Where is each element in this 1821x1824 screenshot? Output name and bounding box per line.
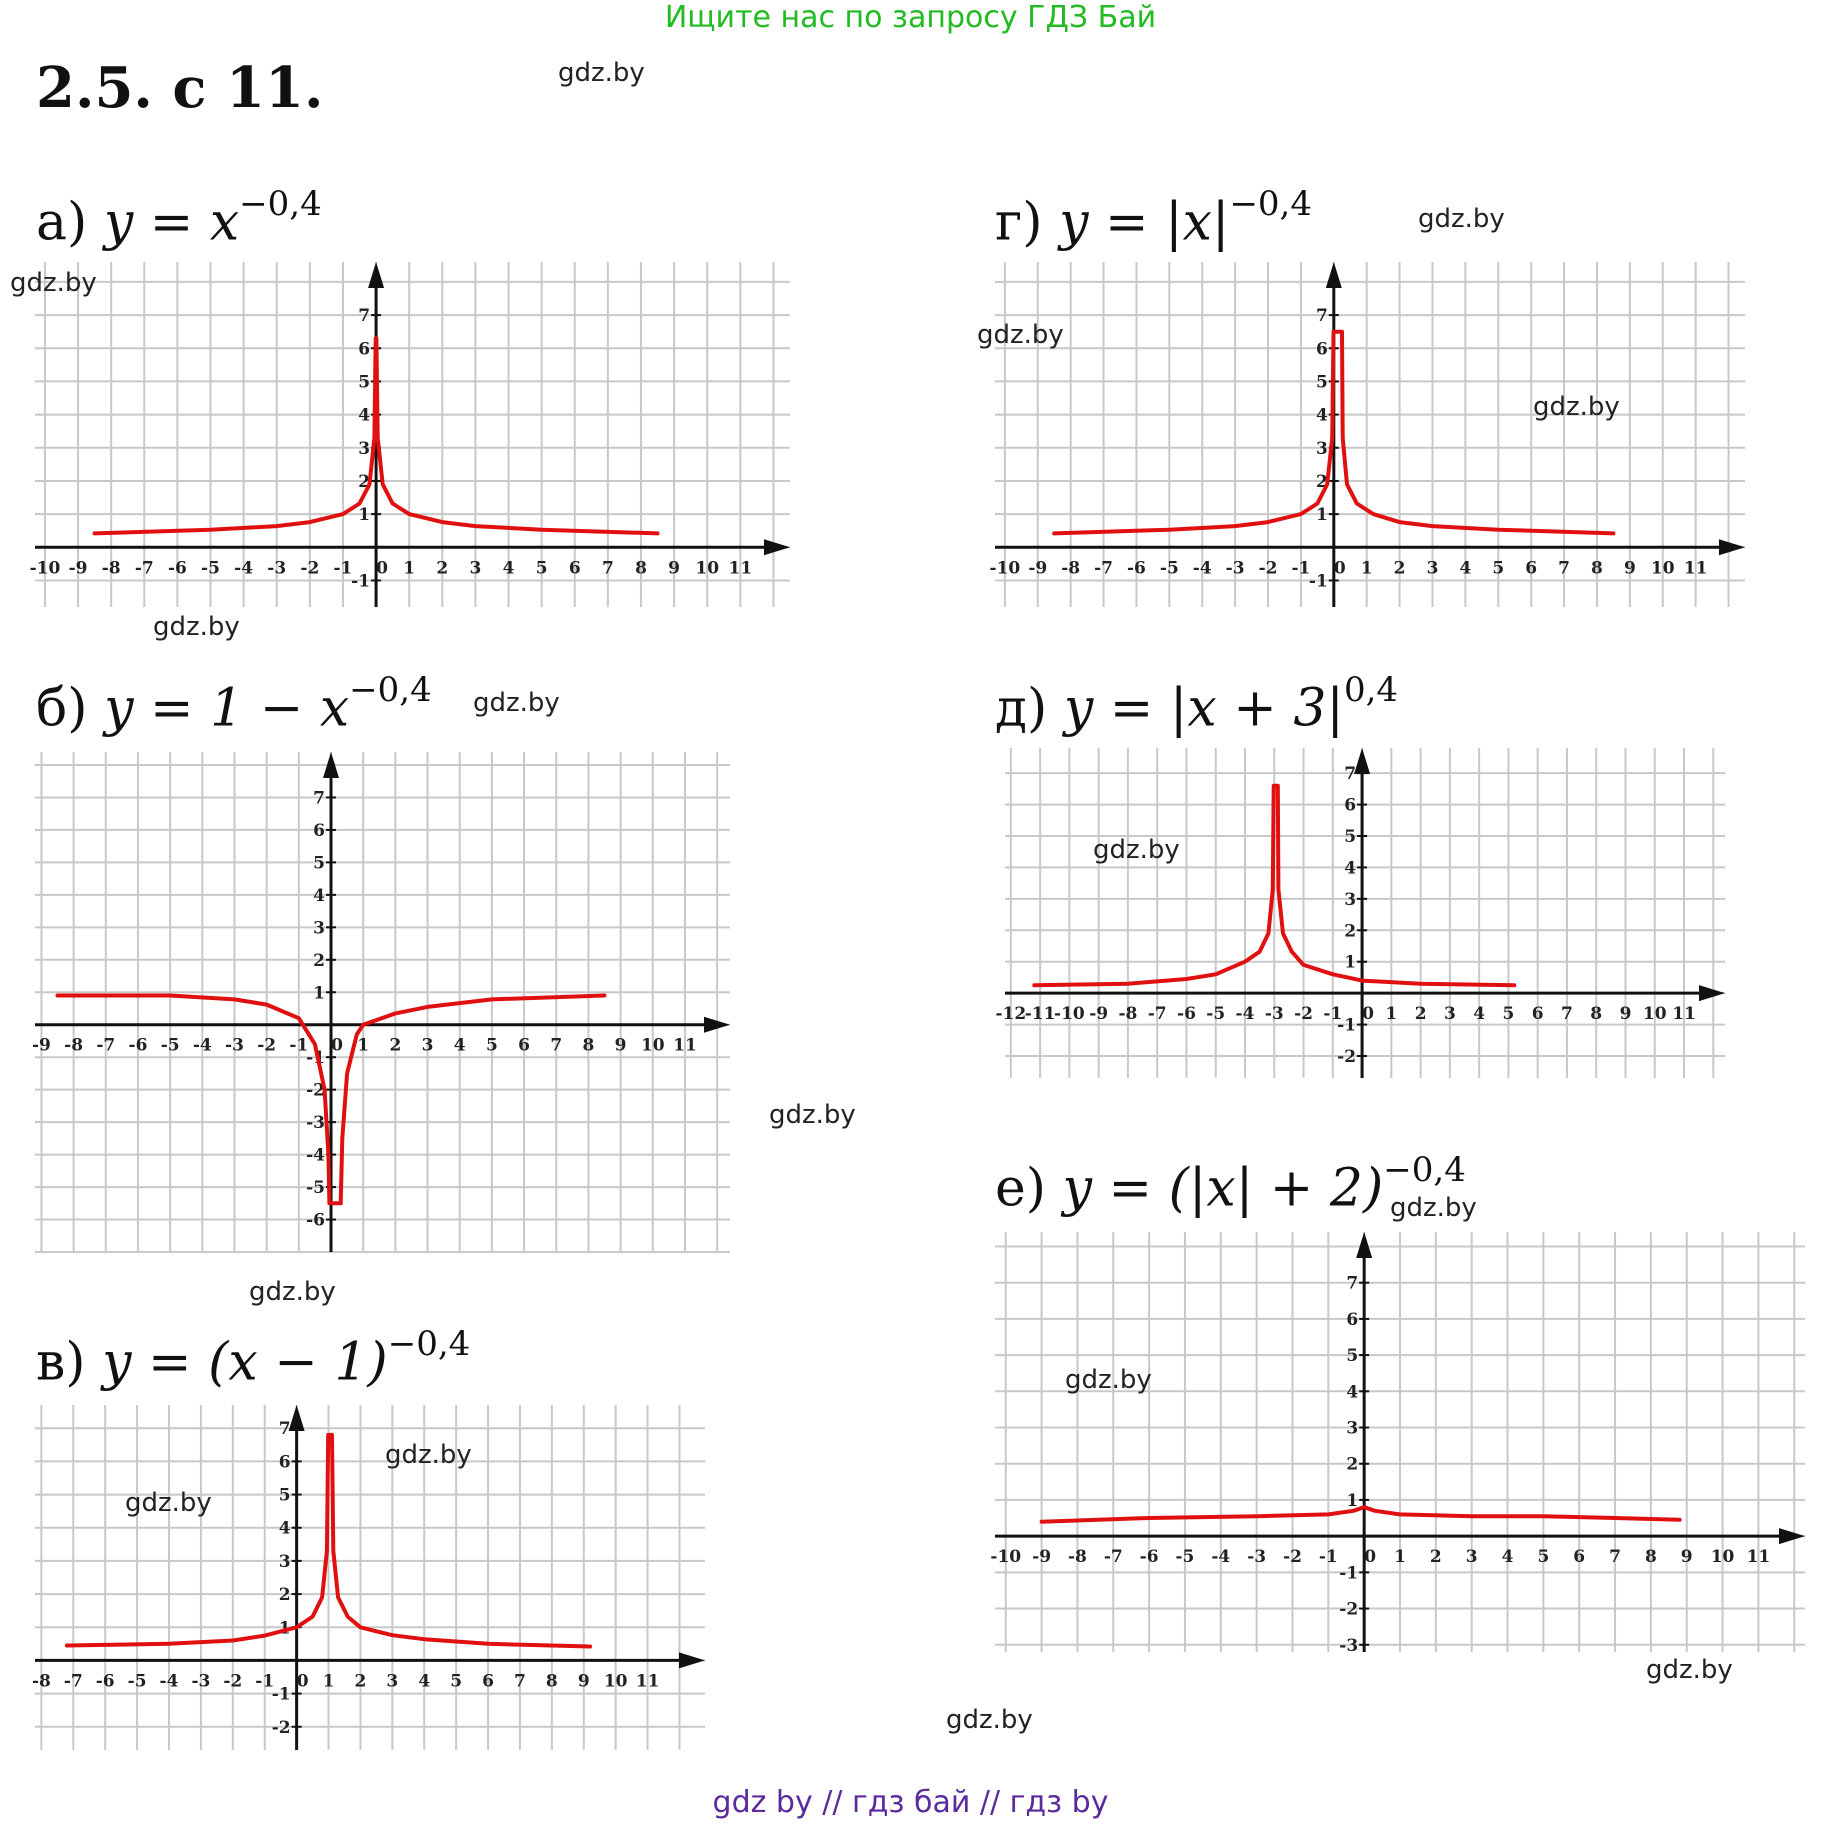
- watermark: gdz.by: [1533, 392, 1620, 422]
- x-tick-label: -1: [289, 1035, 309, 1056]
- watermark: gdz.by: [1418, 204, 1505, 234]
- y-tick-label: -3: [1339, 1635, 1359, 1656]
- x-tick-label: 4: [1501, 1547, 1514, 1568]
- x-tick-label: -9: [31, 1035, 51, 1056]
- y-tick-label: 6: [278, 1452, 291, 1473]
- watermark: gdz.by: [249, 1277, 336, 1307]
- x-tick-label: -6: [95, 1671, 115, 1692]
- y-tick-label: 7: [1315, 306, 1328, 327]
- x-tick-label: -2: [300, 558, 320, 579]
- y-tick-label: 6: [1346, 1309, 1359, 1330]
- x-tick-label: 11: [635, 1671, 660, 1692]
- watermark: gdz.by: [10, 268, 97, 298]
- x-tick-label: 2: [354, 1671, 367, 1692]
- x-tick-label: 8: [582, 1035, 595, 1056]
- x-tick-label: 8: [545, 1671, 558, 1692]
- watermark: gdz.by: [1390, 1193, 1477, 1223]
- x-tick-label: -4: [234, 558, 254, 579]
- y-tick-label: -5: [306, 1178, 326, 1199]
- x-tick-label: 8: [1591, 558, 1603, 579]
- x-tick-label: -3: [1225, 558, 1245, 579]
- x-tick-label: -8: [31, 1671, 51, 1692]
- y-tick-label: 6: [358, 339, 371, 360]
- x-tick-label: -9: [68, 558, 88, 579]
- y-tick-label: 4: [1346, 1382, 1359, 1403]
- x-tick-label: -2: [1294, 1004, 1313, 1025]
- chart-e: [995, 748, 1725, 1078]
- y-tick-label: 2: [1346, 1454, 1359, 1475]
- x-tick-label: -9: [1089, 1004, 1109, 1025]
- x-tick-label: 6: [518, 1035, 530, 1056]
- y-tick-label: 2: [1315, 471, 1328, 492]
- y-tick-label: 3: [313, 918, 326, 939]
- x-tick-label: 5: [450, 1671, 463, 1692]
- y-tick-label: 3: [1344, 889, 1357, 910]
- x-tick-label: 0: [376, 558, 388, 579]
- x-tick-label: 10: [640, 1035, 665, 1056]
- x-tick-label: 5: [1537, 1547, 1550, 1568]
- x-axis-arrow: [1699, 985, 1725, 1001]
- x-tick-label: 5: [1492, 558, 1505, 579]
- chart-a: [29, 262, 790, 607]
- y-tick-label: 5: [313, 853, 326, 874]
- y-tick-label: 2: [358, 471, 371, 492]
- y-tick-label: -1: [271, 1684, 291, 1705]
- title-c: [36, 1324, 471, 1393]
- x-tick-label: -6: [167, 558, 187, 579]
- x-tick-label: -4: [1235, 1004, 1255, 1025]
- function-curve: [1042, 1507, 1680, 1522]
- y-tick-label: -4: [306, 1145, 326, 1166]
- x-tick-label: 10: [1710, 1547, 1735, 1568]
- y-tick-label: 3: [278, 1551, 291, 1572]
- y-tick-label: -3: [306, 1113, 326, 1134]
- title-e: [995, 670, 1399, 739]
- chart-d: [989, 262, 1745, 607]
- y-tick-label: 6: [313, 820, 326, 841]
- x-tick-label: 6: [568, 558, 581, 579]
- y-tick-label: 7: [278, 1419, 291, 1440]
- y-tick-label: -2: [1337, 1047, 1357, 1067]
- y-tick-label: 3: [1346, 1418, 1359, 1439]
- x-tick-label: -3: [1247, 1547, 1267, 1568]
- y-tick-label: -6: [306, 1210, 326, 1231]
- x-tick-label: -6: [1177, 1004, 1196, 1025]
- x-tick-label: -4: [159, 1671, 179, 1692]
- x-axis-arrow: [1719, 539, 1745, 555]
- y-tick-label: 1: [1346, 1490, 1359, 1511]
- x-tick-label: 1: [357, 1035, 370, 1056]
- x-tick-label: 1: [403, 558, 416, 579]
- x-tick-label: 1: [322, 1671, 335, 1692]
- chart-b: [31, 752, 730, 1252]
- y-tick-label: 3: [1315, 438, 1328, 459]
- y-tick-label: 2: [278, 1585, 291, 1606]
- title-b-prefix: б): [36, 678, 88, 739]
- y-tick-label: 7: [1344, 764, 1357, 785]
- title-d-exp: −0,4: [1229, 184, 1312, 224]
- x-axis-arrow: [1779, 1528, 1805, 1544]
- watermark: gdz.by: [558, 58, 645, 88]
- watermark: gdz.by: [473, 688, 560, 718]
- x-tick-label: 3: [1426, 558, 1439, 579]
- x-tick-label: -2: [223, 1671, 243, 1692]
- x-tick-label: 0: [1364, 1547, 1377, 1568]
- x-tick-label: -3: [225, 1035, 244, 1056]
- y-tick-label: 1: [1315, 505, 1328, 526]
- y-tick-label: 4: [278, 1518, 291, 1539]
- y-tick-label: 4: [358, 405, 371, 426]
- x-tick-label: 10: [1642, 1004, 1667, 1025]
- x-axis-arrow: [679, 1652, 705, 1668]
- watermark: gdz.by: [153, 612, 240, 642]
- x-tick-label: -1: [1318, 1547, 1338, 1568]
- title-f-exp: −0,4: [1383, 1150, 1466, 1190]
- title-f-prefix: е): [995, 1158, 1047, 1219]
- y-tick-label: 1: [358, 505, 371, 526]
- watermark: gdz.by: [385, 1440, 472, 1470]
- x-tick-label: -7: [134, 558, 154, 579]
- x-tick-label: 3: [1465, 1547, 1478, 1568]
- y-axis-arrow: [289, 1405, 305, 1431]
- y-tick-label: -1: [306, 1048, 326, 1069]
- y-axis-arrow: [368, 262, 384, 288]
- y-tick-label: 4: [313, 885, 326, 906]
- y-tick-label: 5: [358, 372, 371, 393]
- x-tick-label: 5: [485, 1035, 498, 1056]
- x-tick-label: 4: [418, 1671, 431, 1692]
- y-tick-label: 7: [313, 788, 326, 809]
- x-tick-label: 1: [1385, 1004, 1398, 1025]
- x-tick-label: -4: [192, 1035, 212, 1056]
- x-tick-label: -4: [1192, 558, 1212, 579]
- y-tick-label: -2: [306, 1080, 326, 1101]
- x-tick-label: -8: [1118, 1004, 1138, 1025]
- x-tick-label: 1: [1394, 1547, 1406, 1568]
- x-tick-label: -8: [1061, 558, 1081, 579]
- y-tick-label: 1: [278, 1618, 291, 1639]
- y-axis-arrow: [1326, 262, 1342, 288]
- x-tick-label: 7: [601, 558, 614, 579]
- x-tick-label: -1: [1323, 1004, 1343, 1025]
- chart-f: [990, 1232, 1805, 1656]
- watermark: gdz.by: [946, 1705, 1033, 1735]
- x-tick-label: -9: [1032, 1547, 1052, 1568]
- y-tick-label: -1: [1337, 1015, 1357, 1036]
- x-tick-label: 6: [1573, 1547, 1586, 1568]
- x-tick-label: -5: [127, 1671, 147, 1692]
- x-tick-label: -8: [64, 1035, 84, 1056]
- x-tick-label: 0: [1333, 558, 1346, 579]
- bottom-banner: gdz by // гдз бай // гдз by: [712, 1785, 1109, 1820]
- chart-c: [31, 1405, 705, 1750]
- x-tick-label: -2: [1258, 558, 1278, 579]
- y-tick-label: 5: [1344, 827, 1357, 847]
- x-tick-label: -5: [201, 558, 220, 579]
- x-tick-label: 9: [1619, 1004, 1632, 1025]
- x-tick-label: 4: [453, 1035, 466, 1056]
- title-d-prefix: г): [995, 192, 1043, 253]
- title-a-prefix: а): [36, 192, 88, 253]
- x-tick-label: 2: [1429, 1547, 1442, 1568]
- top-banner: Ищите нас по запросу ГДЗ Бай: [664, 0, 1157, 35]
- watermark: gdz.by: [1065, 1365, 1152, 1395]
- x-tick-label: -7: [1094, 558, 1113, 579]
- x-tick-label: -8: [101, 558, 121, 579]
- x-tick-label: 2: [389, 1035, 402, 1056]
- x-tick-label: 2: [1393, 558, 1406, 579]
- x-tick-label: -6: [1139, 1547, 1159, 1568]
- x-tick-label: -7: [1103, 1547, 1123, 1568]
- y-tick-label: 5: [1315, 372, 1328, 393]
- title-c-prefix: в): [36, 1332, 86, 1393]
- title-d-formula: y = |x|: [1059, 192, 1230, 253]
- y-axis-arrow: [1354, 748, 1370, 774]
- title-c-formula: y = (x − 1): [102, 1332, 388, 1393]
- x-tick-label: -1: [255, 1671, 275, 1692]
- title-f-formula: y = (|x| + 2): [1062, 1158, 1384, 1219]
- x-tick-label: 6: [1531, 1004, 1544, 1025]
- x-tick-label: -5: [160, 1035, 180, 1056]
- title-b: [36, 670, 432, 739]
- watermark: gdz.by: [125, 1488, 212, 1518]
- x-tick-label: 4: [1473, 1004, 1486, 1025]
- x-tick-label: 4: [1459, 558, 1472, 579]
- x-tick-label: -3: [267, 558, 287, 579]
- y-tick-label: 5: [278, 1485, 291, 1506]
- x-tick-label: -5: [1159, 558, 1179, 579]
- x-tick-label: 7: [514, 1671, 526, 1692]
- y-tick-label: 1: [313, 983, 326, 1004]
- y-tick-label: 6: [1315, 339, 1328, 360]
- y-tick-label: 4: [1315, 405, 1328, 426]
- page-title: 2.5. с 11.: [36, 55, 324, 121]
- x-tick-label: 11: [728, 558, 753, 579]
- y-tick-label: -2: [271, 1717, 291, 1738]
- x-axis-arrow: [764, 539, 790, 555]
- watermark: gdz.by: [977, 320, 1064, 350]
- x-tick-label: 8: [635, 558, 647, 579]
- x-tick-label: -2: [1283, 1547, 1302, 1568]
- x-tick-label: 2: [436, 558, 449, 579]
- x-tick-label: 7: [1609, 1547, 1621, 1568]
- x-tick-label: 11: [1746, 1547, 1771, 1568]
- x-tick-label: 5: [535, 558, 548, 579]
- x-tick-label: 6: [1525, 558, 1538, 579]
- y-tick-label: 4: [1344, 858, 1357, 879]
- y-tick-label: 7: [1346, 1273, 1359, 1294]
- x-tick-label: 9: [1680, 1547, 1693, 1568]
- y-tick-label: -1: [1339, 1563, 1359, 1584]
- x-tick-label: 9: [577, 1671, 590, 1692]
- x-tick-label: 8: [1590, 1004, 1603, 1025]
- y-tick-label: 6: [1344, 795, 1357, 816]
- title-a: [36, 184, 322, 253]
- x-tick-label: 7: [550, 1035, 563, 1056]
- x-tick-label: 10: [1650, 558, 1675, 579]
- y-tick-label: 1: [1344, 952, 1357, 973]
- x-tick-label: -8: [1067, 1547, 1087, 1568]
- title-b-formula: y = 1 − x: [104, 678, 350, 739]
- watermark: gdz.by: [1646, 1655, 1733, 1685]
- watermark: gdz.by: [769, 1100, 856, 1130]
- x-tick-label: -7: [1147, 1004, 1167, 1025]
- x-tick-label: 3: [469, 558, 482, 579]
- title-e-formula: y = |x + 3|: [1063, 678, 1344, 739]
- x-tick-label: -10: [1054, 1004, 1085, 1025]
- y-tick-label: 2: [313, 950, 326, 971]
- x-tick-label: 11: [1683, 558, 1708, 579]
- x-tick-label: -10: [989, 558, 1021, 579]
- x-tick-label: 11: [1672, 1004, 1696, 1025]
- x-tick-label: 9: [1623, 558, 1636, 579]
- x-tick-label: 10: [695, 558, 720, 579]
- x-tick-label: -4: [1211, 1547, 1231, 1568]
- x-tick-label: 4: [502, 558, 515, 579]
- title-b-exp: −0,4: [349, 670, 432, 710]
- title-c-exp: −0,4: [387, 1324, 471, 1364]
- x-tick-label: -5: [1175, 1547, 1195, 1568]
- x-tick-label: 9: [668, 558, 681, 579]
- x-tick-label: -7: [96, 1035, 116, 1056]
- x-tick-label: 9: [614, 1035, 627, 1056]
- x-tick-label: -3: [1264, 1004, 1284, 1025]
- y-axis-arrow: [1356, 1232, 1372, 1258]
- x-tick-label: 0: [331, 1035, 343, 1056]
- x-tick-label: 0: [296, 1671, 309, 1692]
- x-tick-label: 10: [603, 1671, 628, 1692]
- x-tick-label: 3: [386, 1671, 399, 1692]
- y-tick-label: 7: [358, 306, 371, 327]
- x-tick-label: 3: [1443, 1004, 1456, 1025]
- x-tick-label: 2: [1414, 1004, 1427, 1025]
- x-tick-label: -10: [990, 1547, 1022, 1568]
- x-tick-label: -1: [1291, 558, 1311, 579]
- title-e-exp: 0,4: [1343, 670, 1399, 710]
- x-tick-label: 7: [1558, 558, 1571, 579]
- x-tick-label: 11: [673, 1035, 697, 1056]
- x-tick-label: -6: [1127, 558, 1146, 579]
- x-tick-label: -7: [63, 1671, 83, 1692]
- x-tick-label: -11: [1024, 1004, 1056, 1025]
- x-tick-label: -5: [1206, 1004, 1226, 1025]
- title-e-prefix: д): [995, 678, 1048, 739]
- x-tick-label: 8: [1644, 1547, 1657, 1568]
- x-tick-label: -10: [29, 558, 61, 579]
- y-tick-label: -1: [1308, 571, 1328, 592]
- y-tick-label: 2: [1344, 921, 1357, 942]
- x-tick-label: 5: [1502, 1004, 1515, 1025]
- title-a-formula: y = x: [103, 192, 240, 253]
- x-tick-label: -9: [1028, 558, 1048, 579]
- x-tick-label: -3: [191, 1671, 211, 1692]
- title-d: [995, 184, 1312, 253]
- x-tick-label: 3: [421, 1035, 434, 1056]
- y-tick-label: 5: [1346, 1346, 1359, 1367]
- y-tick-label: 3: [358, 438, 371, 459]
- x-tick-label: 7: [1561, 1004, 1573, 1025]
- x-tick-label: -6: [128, 1035, 148, 1056]
- x-tick-label: -1: [333, 558, 353, 579]
- x-tick-label: -12: [995, 1004, 1027, 1025]
- watermark: gdz.by: [1093, 835, 1180, 865]
- x-tick-label: 1: [1360, 558, 1373, 579]
- title-a-exp: −0,4: [239, 184, 322, 224]
- x-tick-label: 6: [482, 1671, 494, 1692]
- y-tick-label: -2: [1339, 1599, 1359, 1620]
- x-tick-label: -2: [257, 1035, 277, 1056]
- x-tick-label: 0: [1362, 1004, 1374, 1025]
- y-tick-label: -1: [351, 571, 371, 592]
